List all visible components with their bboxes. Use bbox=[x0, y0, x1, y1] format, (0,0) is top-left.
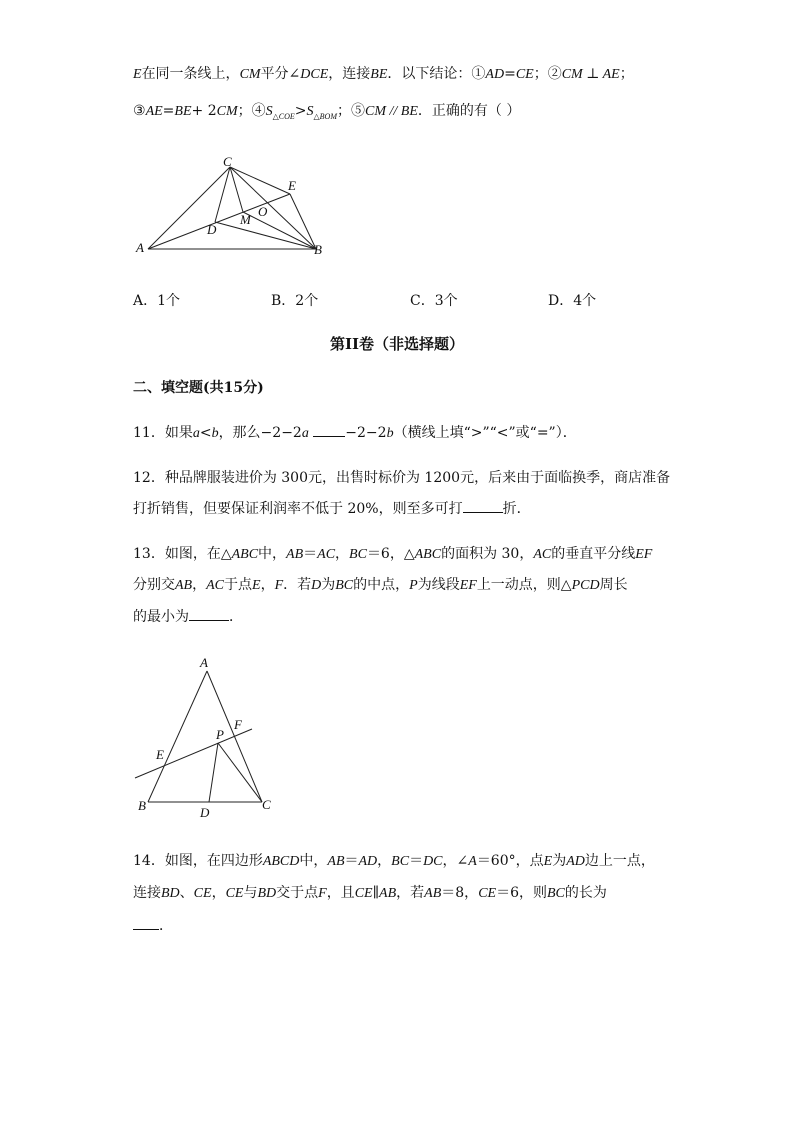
q14-blank[interactable] bbox=[133, 915, 159, 930]
line-ef bbox=[135, 729, 252, 778]
segment-eb bbox=[290, 194, 316, 249]
q12-blank[interactable] bbox=[463, 498, 503, 513]
segment-mb bbox=[243, 212, 316, 249]
label-c: C bbox=[262, 797, 271, 812]
segment-cd bbox=[215, 167, 230, 222]
label-e: E bbox=[288, 178, 296, 193]
segment-pc bbox=[218, 743, 262, 802]
segment-ce bbox=[230, 167, 290, 194]
option-a: A．1个 bbox=[133, 293, 181, 309]
label-m: M bbox=[240, 212, 251, 227]
q13-line2: 分别交AB，AC于点E，F．若D为BC的中点，P为线段EF上一动点，则△PCD周长 bbox=[133, 577, 628, 593]
label-a: A bbox=[200, 655, 208, 670]
segment-ae bbox=[148, 194, 290, 249]
option-c: C．3个 bbox=[410, 293, 458, 309]
segment-pd bbox=[209, 743, 218, 802]
q14-line2: 连接BD、CE，CE与BD交于点F，且CE∥AB，若AB＝8，CE＝6，则BC的长为 bbox=[133, 885, 607, 901]
q14-line1: 14．如图，在四边形ABCD中，AB＝AD，BC＝DC，∠A＝60°，点E为AD边上一点， bbox=[133, 853, 655, 869]
label-o: O bbox=[258, 204, 268, 219]
q13-blank[interactable] bbox=[189, 606, 229, 621]
q13-line3: 的最小为 ． bbox=[133, 606, 243, 627]
label-e: E bbox=[156, 747, 164, 762]
q12-line2: 打折销售，但要保证利润率不低于 20%，则至多可打 折． bbox=[133, 498, 531, 519]
segment-db bbox=[215, 222, 316, 249]
label-c: C bbox=[223, 154, 232, 169]
label-f: F bbox=[234, 717, 242, 732]
label-a: A bbox=[136, 240, 144, 255]
option-d: D．4个 bbox=[548, 293, 597, 309]
q10-line2: ③AE=BE+ 2CM；$④S_{\triangle COE}>S_{\triangle BOM}$；⑤CM // BE．正确的有（ ） bbox=[133, 103, 521, 121]
option-b: B．2个 bbox=[271, 293, 319, 309]
q14-line3: ． bbox=[133, 915, 173, 936]
q10-line1: E在同一条线上，CM平分∠DCE，连接BE．以下结论：①AD=CE；②CM ⊥ AE； bbox=[133, 66, 634, 82]
label-b: B bbox=[314, 242, 322, 257]
part2-heading: 二、填空题(共15分) bbox=[133, 380, 264, 396]
q11-blank[interactable] bbox=[313, 422, 345, 437]
label-p: P bbox=[216, 727, 224, 742]
segment-ac bbox=[148, 167, 230, 249]
q13-line1: 13．如图，在△ABC中，AB＝AC，BC＝6，△ABC的面积为 30，AC的垂直平分线EF bbox=[133, 546, 653, 562]
q11: 11．如果a<b，那么−2−2a −2−2b（横线上填“>”“<”或“=”）． bbox=[133, 422, 577, 444]
q13-figure bbox=[130, 650, 280, 825]
label-b: B bbox=[138, 798, 146, 813]
section-title: 第II卷（非选择题） bbox=[329, 335, 465, 353]
segment-cb bbox=[230, 167, 316, 249]
label-d: D bbox=[200, 805, 210, 820]
q10-figure bbox=[130, 150, 330, 260]
q12-line1: 12．种品牌服装进价为 300元，出售时标价为 1200元，后来由于面临换季，商店准备 bbox=[133, 470, 671, 486]
segment-ab bbox=[148, 671, 207, 802]
label-d: D bbox=[207, 222, 217, 237]
